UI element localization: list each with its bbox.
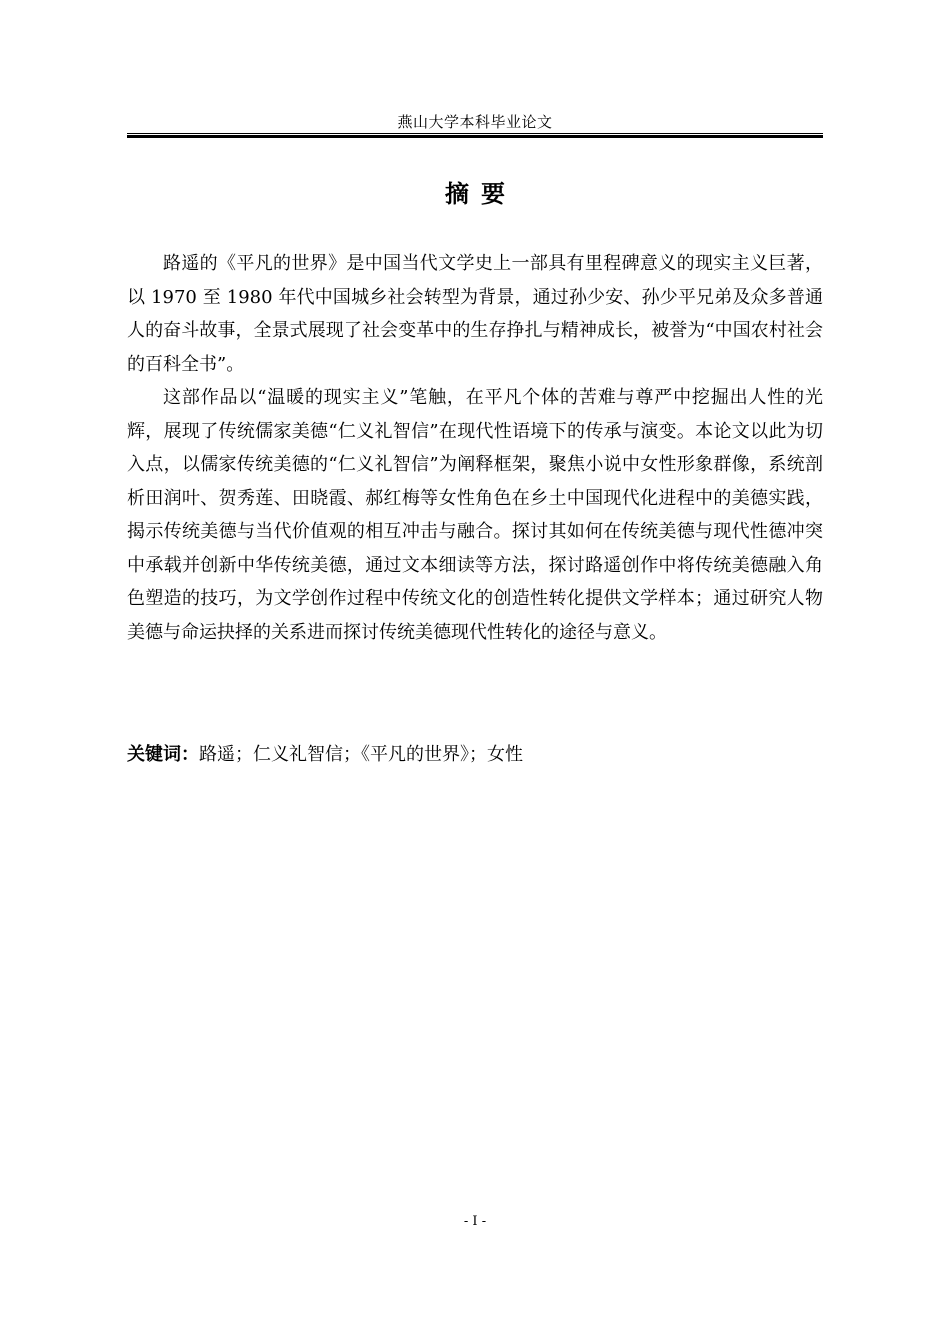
keywords-line (127, 740, 823, 770)
page-number: - I - (463, 1214, 487, 1229)
header-rule-thin (127, 133, 823, 134)
abstract-paragraph-2: 这部作品以“温暖的现实主义”笔触，在平凡个体的苦难与尊严中挖掘出人性的光辉，展现了传统儒家美德“仁义礼智信”在现代性语境下的传承与演变。本论文以此为切入点，以儒家传统美德的“仁义礼智信”为阐释框架，聚焦小说中女性形象群像，系统剖析田润叶、贺秀莲、田晓霞、郝红梅等女性角色在乡土中国现代化进程中的美德实践，揭示传统美德与当代价值观的相互冲击与融合。探讨其如何在传统美德与现代性德冲突中承载并创新中华传统美德，通过文本细读等方法，探讨路遥创作中将传统美德融入角色塑造的技巧，为文学创作过程中传统文化的创造性转化提供文学样本；通过研究人物美德与命运抉择的关系进而探讨传统美德现代性转化的途径与意义。 (127, 387, 823, 643)
page-title: 摘要 (445, 180, 517, 208)
keywords-value: 路遥；仁义礼智信；《平凡的世界》；女性 (199, 744, 523, 765)
header-rule-thick (127, 135, 823, 138)
abstract-body (127, 247, 823, 649)
running-header: 燕山大学本科毕业论文 (397, 113, 553, 131)
abstract-paragraph-1: 路遥的《平凡的世界》是中国当代文学史上一部具有里程碑意义的现实主义巨著，以 1970 至 1980 年代中国城乡社会转型为背景，通过孙少安、孙少平兄弟及众多普通人的奋斗故事，全景式展现了社会变革中的生存挣扎与精神成长，被誉为“中国农村社会的百科全书”。 (127, 253, 823, 375)
keywords-label: 关键词： (127, 744, 199, 765)
